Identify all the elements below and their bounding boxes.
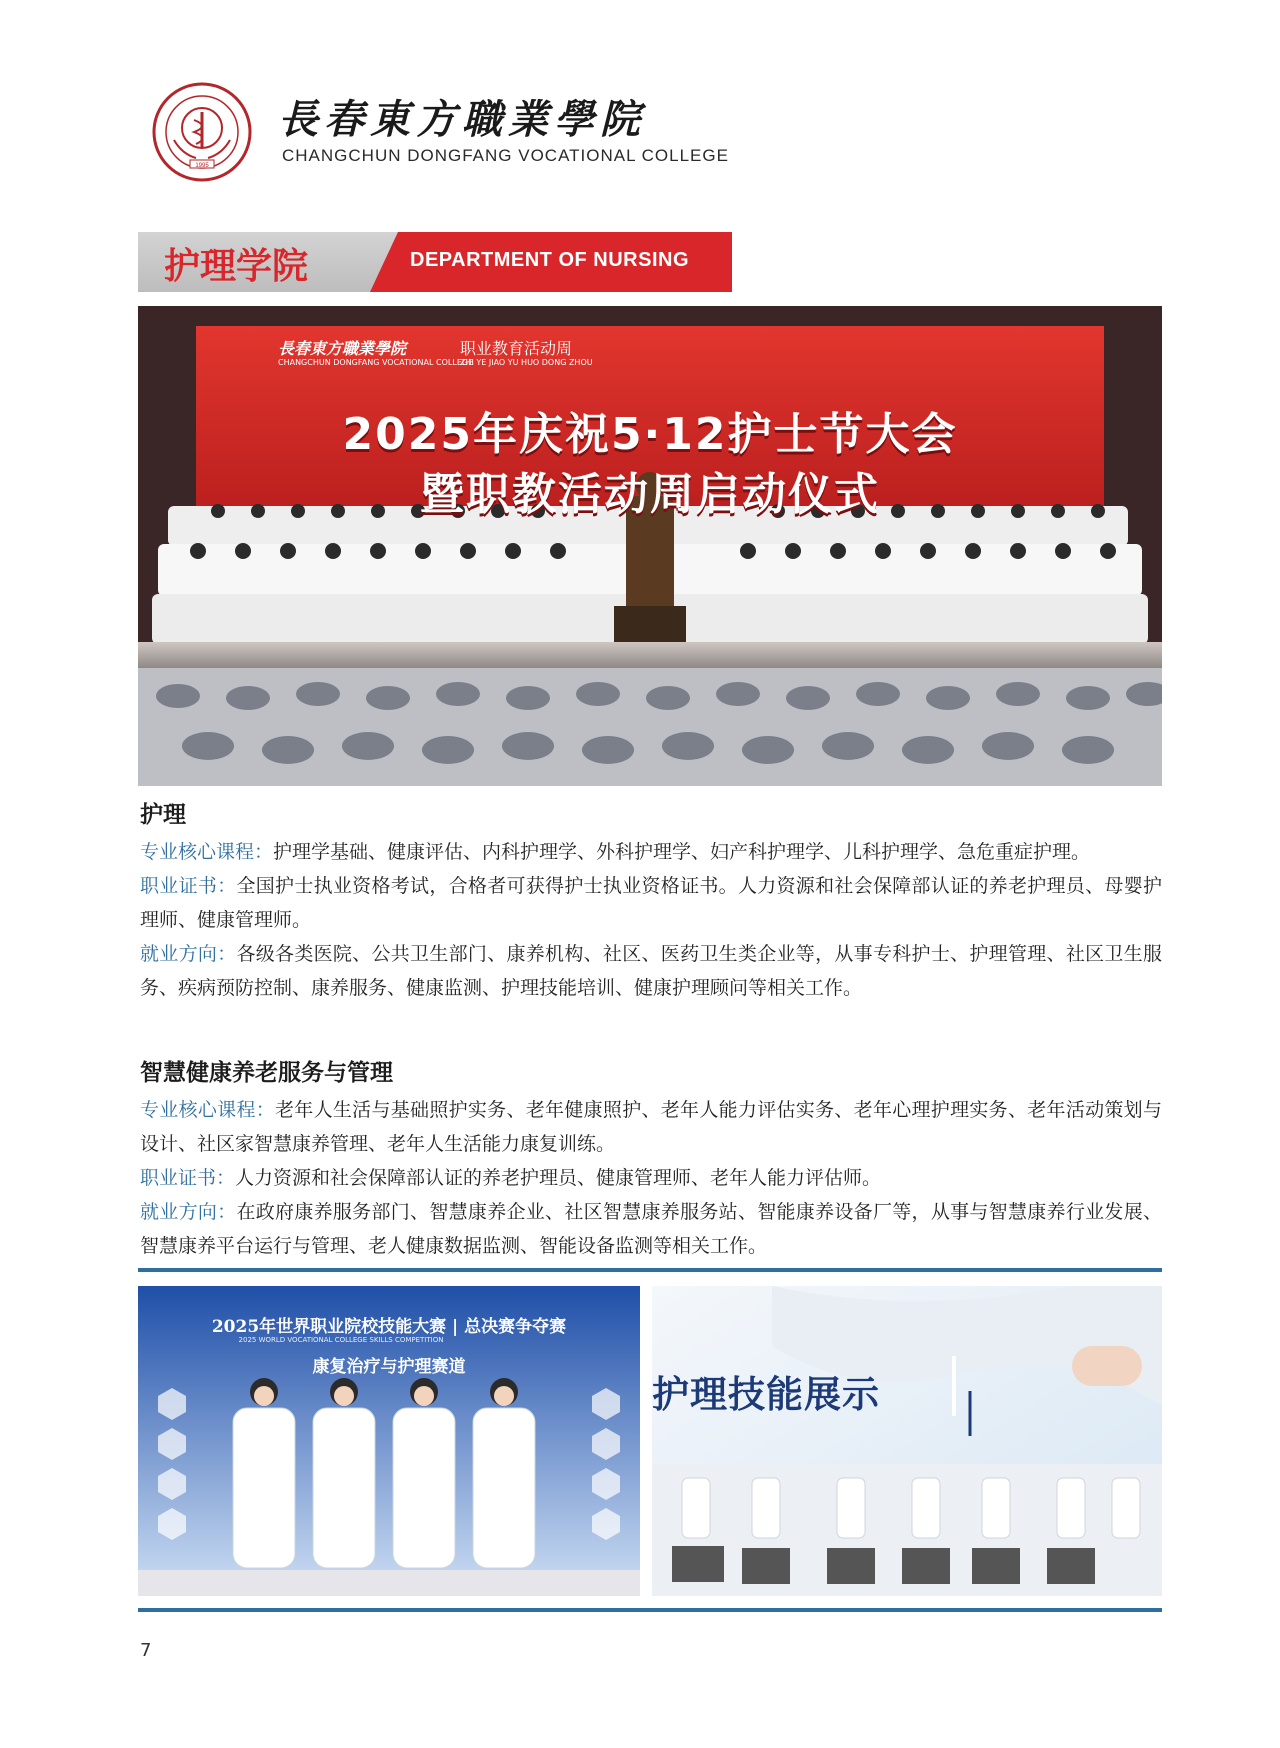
section-banner xyxy=(138,232,732,292)
competition-title: 2025年世界职业院校技能大赛 | 总决赛争夺赛 xyxy=(211,1317,567,1337)
field-label: 就业方向： xyxy=(140,1201,237,1223)
divider-bottom xyxy=(138,1608,1162,1612)
major-smart-elderly-care xyxy=(140,1054,1162,1263)
major-employment xyxy=(140,1195,1162,1263)
major-title: 智慧健康养老服务与管理 xyxy=(140,1060,393,1086)
major-title: 护理 xyxy=(140,802,186,828)
major-core-courses xyxy=(140,1093,1162,1161)
field-label: 专业核心课程： xyxy=(140,841,274,863)
nursing-skills-demo-photo xyxy=(652,1286,1162,1596)
section-title-en: DEPARTMENT OF NURSING xyxy=(410,249,690,271)
seal-year: 1995 xyxy=(195,163,209,169)
major-core-courses xyxy=(140,835,1162,869)
college-name-en: CHANGCHUN DONGFANG VOCATIONAL COLLEGE xyxy=(282,146,729,165)
field-label: 职业证书： xyxy=(140,1167,236,1189)
stage-banner-line2: 暨职教活动周启动仪式 xyxy=(420,469,880,520)
field-text: 人力资源和社会保障部认证的养老护理员、健康管理师、老年人能力评估师。 xyxy=(235,1167,882,1189)
college-seal-icon xyxy=(152,82,252,182)
field-text: 全国护士执业资格考试，合格者可获得护士执业资格证书。人力资源和社会保障部认证的养老护理员、母婴护理师、健康管理师。 xyxy=(140,875,1162,931)
stage-activity-week-text: 职业教育活动周 xyxy=(460,339,573,358)
stage-college-logo-text: 長春東方職業學院 xyxy=(278,339,407,358)
competition-track: 康复治疗与护理赛道 xyxy=(312,1357,466,1377)
major-employment xyxy=(140,937,1162,1005)
section-title-cn: 护理学院 xyxy=(164,246,309,287)
field-text: 在政府康养服务部门、智慧康养企业、社区智慧康养服务站、智能康养设备厂等，从事与智慧康养行业发展、智慧康养平台运行与管理、老人健康数据监测、智能设备监测等相关工作。 xyxy=(140,1201,1162,1257)
stage-college-logo-en: CHANGCHUN DONGFANG VOCATIONAL COLLEGE xyxy=(278,358,474,367)
field-label: 职业证书： xyxy=(140,875,237,897)
stage-banner-line1: 2025年庆祝5·12护士节大会 xyxy=(342,409,958,460)
field-text: 护理学基础、健康评估、内科护理学、外科护理学、妇产科护理学、儿科护理学、急危重症护理。 xyxy=(273,841,1091,863)
field-label: 就业方向： xyxy=(140,943,237,965)
divider-top xyxy=(138,1268,1162,1272)
major-certificates xyxy=(140,869,1162,937)
nurses-day-ceremony-photo xyxy=(138,306,1162,786)
major-nursing xyxy=(140,796,1162,1005)
skills-competition-photo xyxy=(138,1286,640,1596)
college-name-cn: 長春東方職業學院 xyxy=(278,96,646,143)
page-number: 7 xyxy=(140,1640,152,1661)
competition-title-en: 2025 WORLD VOCATIONAL COLLEGE SKILLS COMPETITION xyxy=(238,1336,444,1344)
stage-activity-week-en: ZHI YE JIAO YU HUO DONG ZHOU xyxy=(460,358,593,367)
skills-demo-title: 护理技能展示 xyxy=(652,1373,880,1416)
college-logo xyxy=(152,82,729,182)
field-label: 专业核心课程： xyxy=(140,1099,276,1121)
field-text: 老年人生活与基础照护实务、老年健康照护、老年人能力评估实务、老年心理护理实务、老年活动策划与设计、社区家智慧康养管理、老年人生活能力康复训练。 xyxy=(140,1099,1162,1155)
major-certificates xyxy=(140,1161,1162,1195)
field-text: 各级各类医院、公共卫生部门、康养机构、社区、医药卫生类企业等，从事专科护士、护理管理、社区卫生服务、疾病预防控制、康养服务、健康监测、护理技能培训、健康护理顾问等相关工作。 xyxy=(140,943,1162,999)
